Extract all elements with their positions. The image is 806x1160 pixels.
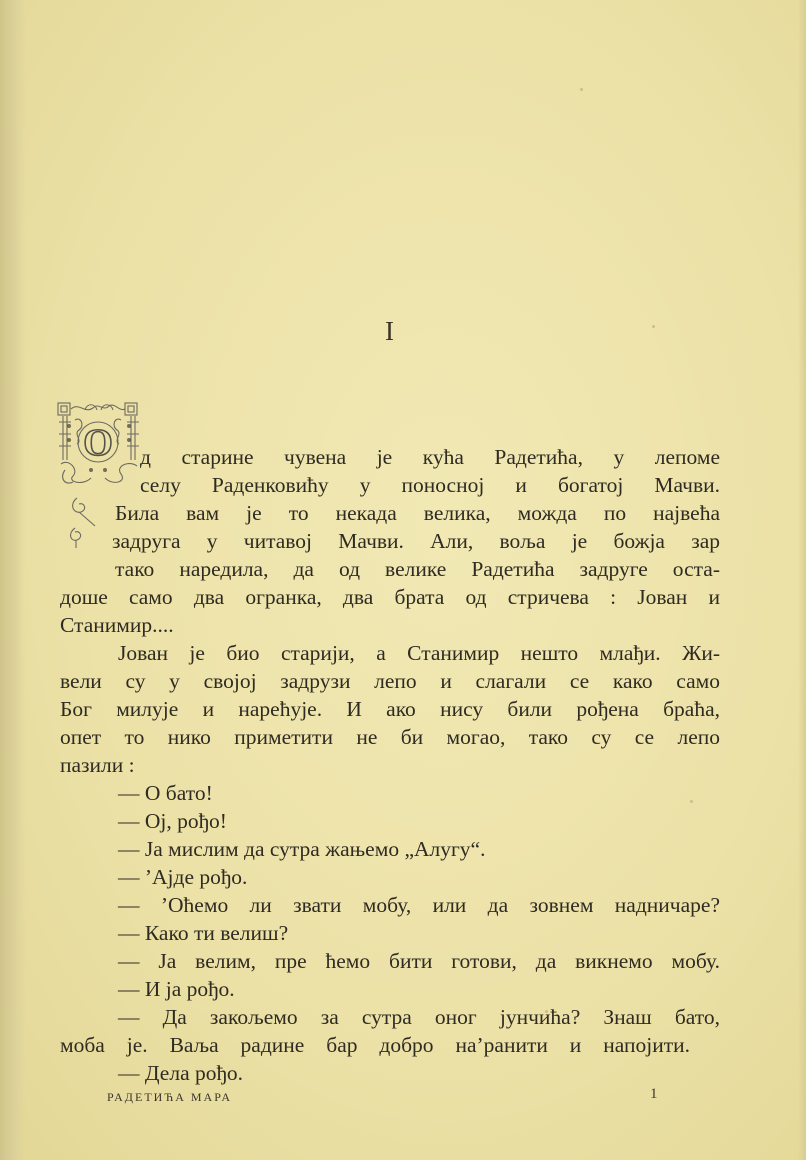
- running-footer-title: РАДЕТИЋА МАРА: [107, 1090, 233, 1104]
- page-number: 1: [650, 1086, 658, 1102]
- text-line: доше само два огранка, два брата од стричева : Јован и: [60, 585, 720, 609]
- dialogue-line: — ’Ајде рођо.: [118, 865, 248, 889]
- paper-speck: [580, 88, 583, 91]
- dialogue-line: — Дела рођо.: [118, 1061, 244, 1085]
- dialogue-line: — Ја велим, пре ћемо бити готови, да викнемо мобу.: [118, 949, 720, 973]
- text-line: селу Раденковићу у поносној и богатој Мачви.: [140, 473, 720, 497]
- text-line: пазили :: [60, 753, 135, 777]
- initial-letter-glyph: О: [83, 422, 113, 464]
- paper-speck: [690, 800, 693, 803]
- page-spine-shadow: [0, 0, 26, 1160]
- dialogue-line: — Како ти велиш?: [118, 921, 289, 945]
- page-edge-shadow: [798, 0, 806, 1160]
- dialogue-line: — И ја рођо.: [118, 977, 235, 1001]
- dialogue-line: — О бато!: [118, 781, 213, 805]
- text-line: тако наредила, да од велике Радетића задруге оста-: [115, 557, 720, 581]
- dialogue-line: — Ој, рођо!: [118, 809, 227, 833]
- dialogue-line: — Ја мислим да сутра жањемо „Алугу“.: [118, 837, 486, 861]
- text-line: д старине чувена је кућа Радетића, у лепоме: [140, 445, 720, 469]
- text-line: Станимир....: [60, 613, 174, 637]
- chapter-number: I: [385, 316, 395, 346]
- text-line: вели су у својој задрузи лепо и слагали се како само: [60, 669, 720, 693]
- text-line: Јован је био старији, а Станимир нешто млађи. Жи-: [118, 641, 720, 665]
- text-line: задруга у читавој Мачви. Али, воља је божја зар: [112, 529, 720, 553]
- dialogue-line: — Да закољемо за сутра оног јунчића? Знаш бато,: [118, 1005, 720, 1029]
- dialogue-line: — ’Оћемо ли звати мобу, или да зовнем надничаре?: [118, 893, 720, 917]
- text-line: опет то нико приметити не би могао, тако су се лепо: [60, 725, 720, 749]
- text-line: моба је. Ваља радине бар добро на’ранити и напојити.: [60, 1033, 690, 1057]
- text-line: Бог милује и нарећује. И ако нису били рођена браћа,: [60, 697, 720, 721]
- text-line: Била вам је то некада велика, можда по највећа: [115, 501, 720, 525]
